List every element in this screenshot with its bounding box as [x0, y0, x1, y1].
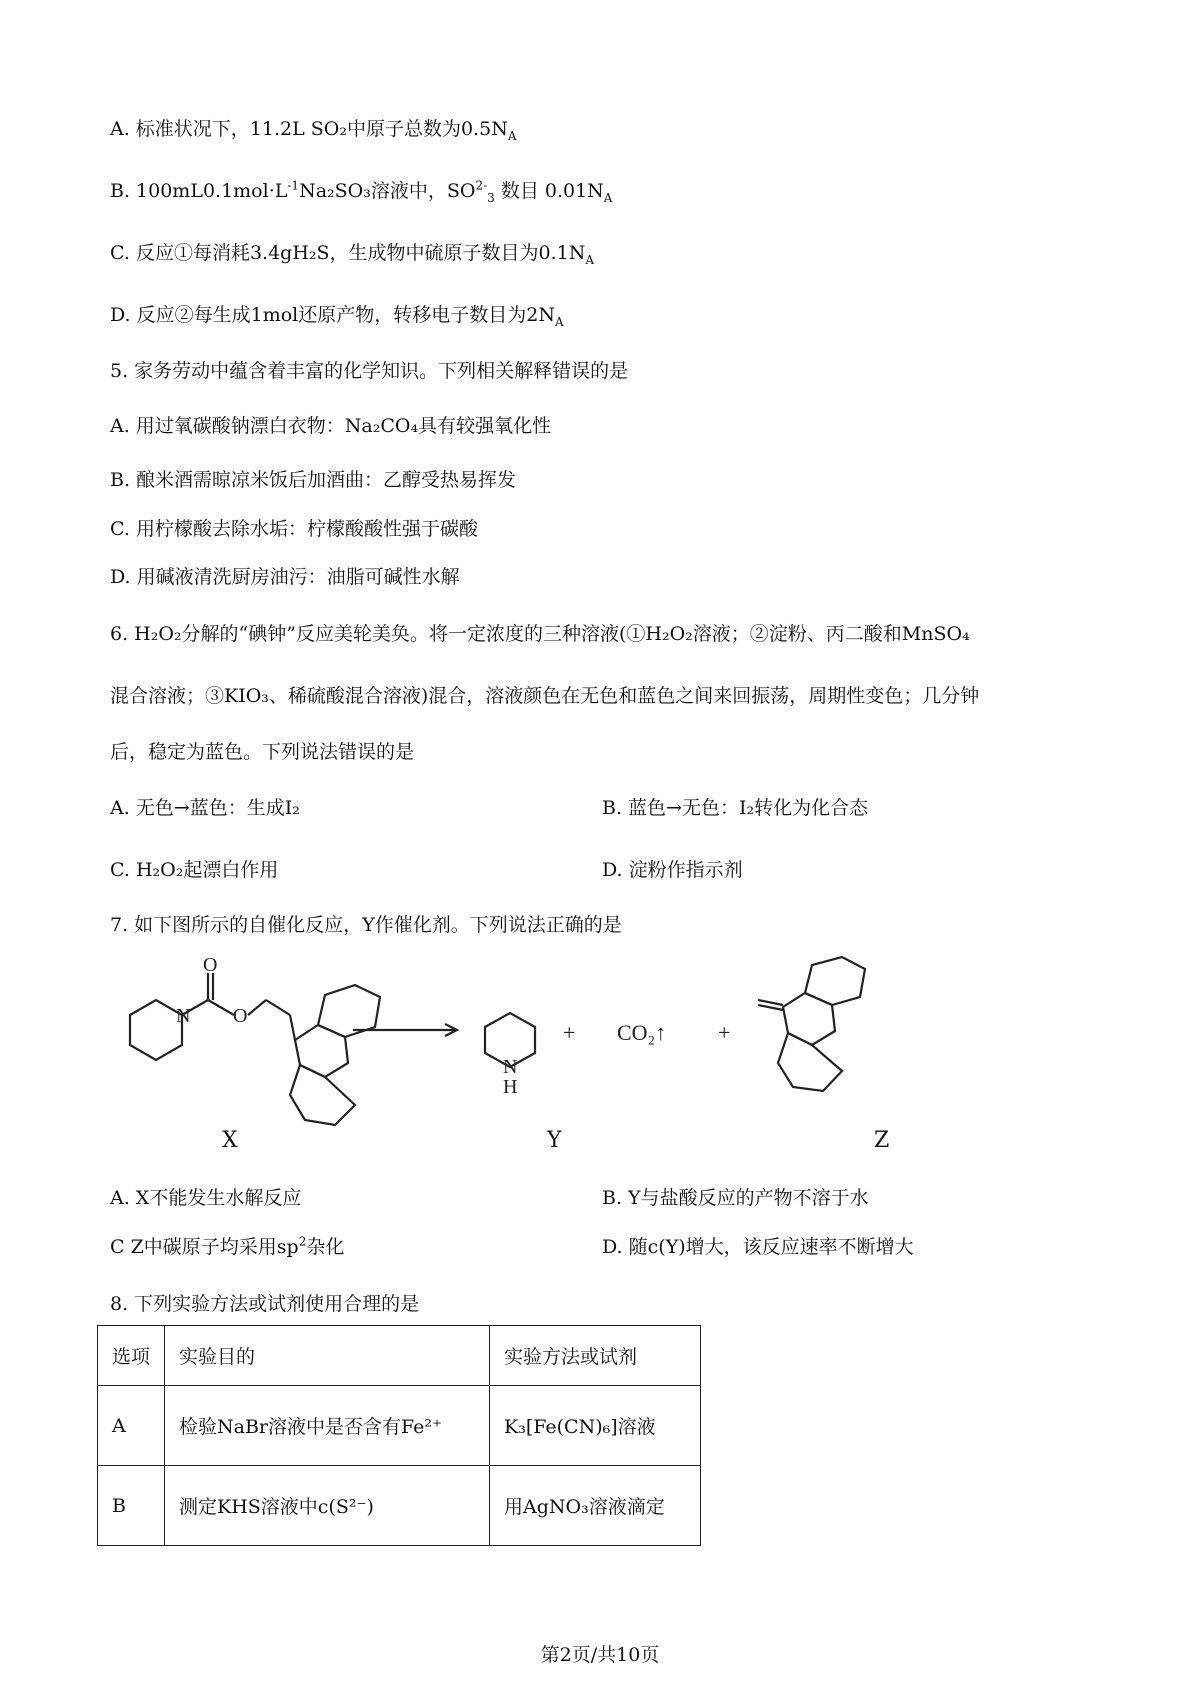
q4-option-c: C. 反应①每消耗3.4gH₂S，生成物中硫原子数目为$0.1N_A$ [110, 242, 595, 267]
q6-stem-line1: 6. H₂O₂分解的“碘钟”反应美轮美奂。将一定浓度的三种溶液(①H₂O₂溶液；②淀粉、丙二酸和MnSO₄ [110, 623, 970, 645]
row-b-option: B [98, 1466, 165, 1546]
atom-n-x: N [176, 1005, 191, 1027]
header-purpose: 实验目的 [165, 1326, 490, 1386]
q5-stem: 5. 家务劳动中蕴含着丰富的化学知识。下列相关解释错误的是 [110, 360, 629, 382]
q5-option-a: A. 用过氧碳酸钠漂白衣物：Na₂CO₄具有较强氧化性 [110, 415, 552, 437]
q8-stem: 8. 下列实验方法或试剂使用合理的是 [110, 1293, 420, 1315]
plus-sign-1: + [563, 1020, 576, 1045]
q7-option-c: C Z中碳原子均采用$sp^2$杂化 [110, 1234, 345, 1258]
row-b-method: 用AgNO₃溶液滴定 [490, 1466, 701, 1546]
q4-option-d: D. 反应②每生成1mol还原产物，转移电子数目为$2N_A$ [110, 304, 564, 329]
co2-product: CO₂↑ [617, 1020, 667, 1045]
q7-option-b: B. Y与盐酸反应的产物不溶于水 [602, 1187, 869, 1209]
q4-option-a: A. 标准状况下，11.2L SO₂中原子总数为$0.5N_A$ [110, 118, 517, 143]
label-x: X [222, 1128, 238, 1153]
header-option: 选项 [98, 1326, 165, 1386]
table-header-row [98, 1326, 701, 1386]
atom-n-y: N [503, 1056, 518, 1078]
experiment-table [97, 1325, 701, 1546]
plus-sign-2: + [718, 1020, 731, 1045]
q7-option-d: D. 随c(Y)增大，该反应速率不断增大 [602, 1236, 914, 1258]
page-footer: 第2页/共10页 [540, 1644, 660, 1666]
atom-o-x: O [203, 955, 218, 976]
q6-option-a: A. 无色→蓝色：生成I₂ [110, 797, 300, 819]
q6-stem-line3: 后，稳定为蓝色。下列说法错误的是 [110, 741, 415, 763]
q5-option-b: B. 酿米酒需晾凉米饭后加酒曲：乙醇受热易挥发 [110, 469, 517, 491]
header-method: 实验方法或试剂 [490, 1326, 701, 1386]
q6-stem-line2: 混合溶液；③KIO₃、稀硫酸混合溶液)混合，溶液颜色在无色和蓝色之间来回振荡，周期性变色；几分钟 [110, 685, 980, 707]
q5-option-d: D. 用碱液清洗厨房油污：油脂可碱性水解 [110, 566, 460, 588]
label-z: Z [874, 1128, 890, 1153]
atom-h-y: H [503, 1076, 518, 1098]
molecule-z-structure [758, 957, 865, 1091]
q6-option-c: C. H₂O₂起漂白作用 [110, 859, 279, 881]
molecule-x-structure [130, 973, 380, 1125]
q6-option-d: D. 淀粉作指示剂 [602, 859, 743, 881]
table-row [98, 1466, 701, 1546]
q6-option-b: B. 蓝色→无色：I₂转化为化合态 [602, 797, 869, 819]
row-a-purpose: 检验NaBr溶液中是否含有Fe²⁺ [165, 1386, 490, 1466]
row-a-option: A [98, 1386, 165, 1466]
label-y: Y [547, 1128, 562, 1153]
row-b-purpose: 测定KHS溶液中c(S²⁻) [165, 1466, 490, 1546]
reaction-scheme [100, 955, 1000, 1155]
table-row [98, 1386, 701, 1466]
q7-stem: 7. 如下图所示的自催化反应，Y作催化剂。下列说法正确的是 [110, 914, 622, 936]
atom-o-ester: O [233, 1005, 248, 1027]
q5-option-c: C. 用柠檬酸去除水垢：柠檬酸酸性强于碳酸 [110, 518, 478, 540]
q7-option-a: A. X不能发生水解反应 [110, 1187, 302, 1209]
row-a-method: K₃[Fe(CN)₆]溶液 [490, 1386, 701, 1466]
q4-option-b: B. $100mL0.1mol\cdot L^{-1}Na_2SO_3$溶液中，$SO^{2-}_3$ 数目 $0.01N_A$ [110, 178, 613, 205]
